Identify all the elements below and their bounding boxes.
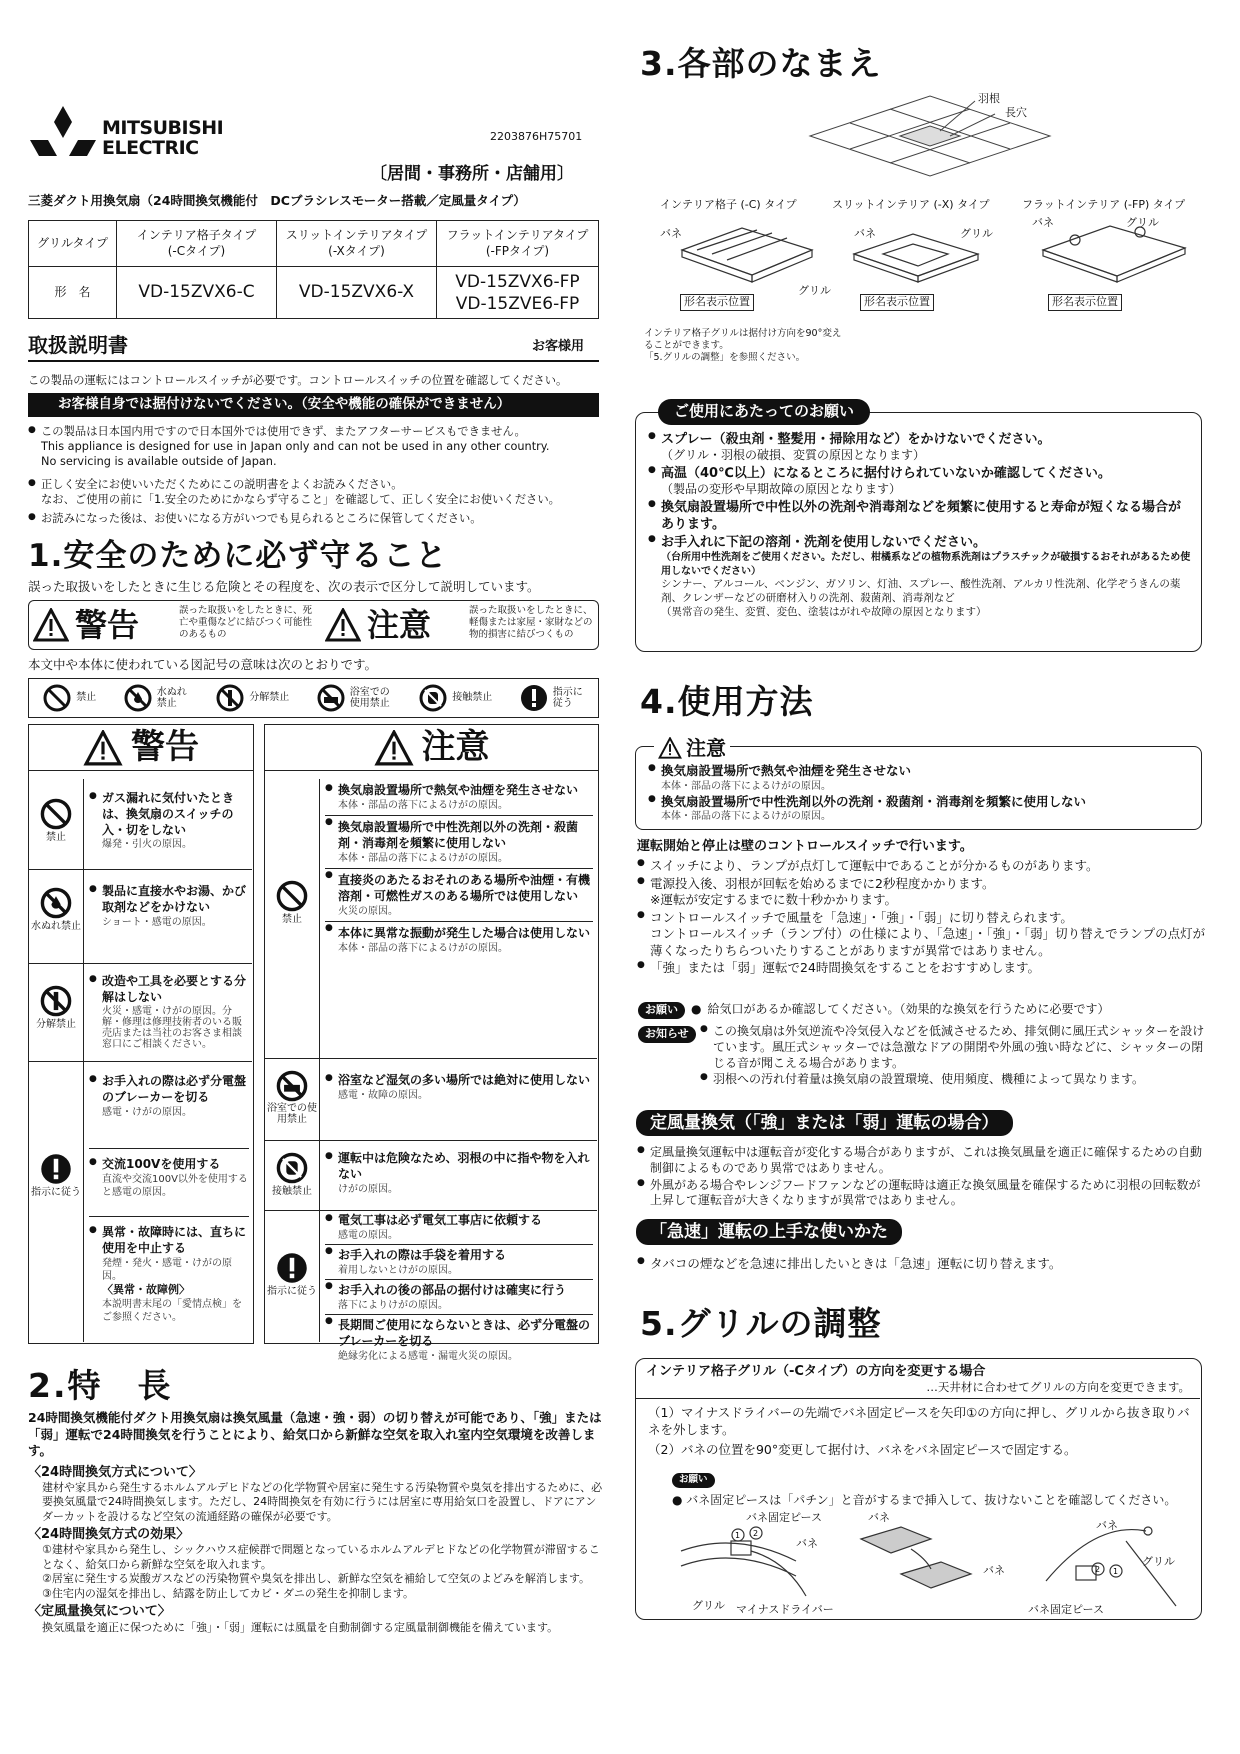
model-c: VD-15ZVX6-C <box>117 267 277 319</box>
sec1-lead: 誤った取扱いをしたときに生じる危険とその程度を、次の表示で区分して説明しています。 <box>28 579 540 594</box>
grille-type-c: インテリア格子 (-C) タイプ <box>660 198 797 211</box>
lbl-spring-3: バネ <box>983 1564 1005 1577</box>
sec5-onegai-tag: お願い <box>672 1473 715 1488</box>
onegai-tag: お願い <box>638 1002 685 1019</box>
lbl-grille-1: グリル <box>692 1599 725 1612</box>
no-water-icon <box>39 886 73 920</box>
symbol-no-water: 水ぬれ禁止 <box>123 683 189 713</box>
oshirase-tag: お知らせ <box>638 1026 696 1043</box>
warning-table <box>28 724 254 1344</box>
symbol-no-touch: 接触禁止 <box>418 683 492 713</box>
intro-item: ● 正しく安全にお使いいただくためにこの説明書をよくお読みください。 なお、ご使用の前に「1.安全のためにかならず守ること」を確認して、正しく安全にお使いください。 <box>28 478 603 508</box>
no-bathroom-icon <box>316 683 346 713</box>
step-2: （2）バネの位置を90°変更して据付け、バネをバネ固定ピースで固定する。 <box>648 1442 1077 1457</box>
usage-caution-box: 注意 ● 換気扇設置場所で熱気や油煙を発生させない 本体・部品の落下によるけがの原因。 ● 換気扇設置場所で中性洗剤以外の洗剤・殺菌剤・消毒剤を頻繁に使用しない 本体・部品の落下によるけがの原因。 <box>635 746 1202 830</box>
lbl-piece-1: バネ固定ピース <box>746 1511 823 1524</box>
op-list: ● スイッチにより、ランプが点灯して運転中であることが分かるものがあります。 ● 電源投入後、羽根が回転を始めるまでに2秒程度かかります。 ※運転が安定するまでに数十秒かかります。 ● コントロールスイッチで風量を「急速」・「強」・「弱」に切り替えられます。 コントロールスイッチ（ランプ付）の仕様により、「急速」・「強」・「弱」切り替えでランプの点灯が薄くなったりちらついたりすることがありますが異常ではありません。 ● 「強」または「弱」運転で24時間換気をすることをおすすめします。 <box>637 858 1207 978</box>
symbols-row <box>28 678 599 718</box>
label-blade: 羽根 <box>978 92 1000 105</box>
sec3-note: インテリア格子グリルは据付け方向を90°変えることができます。 「5.グリルの調整」を参照ください。 <box>644 328 842 363</box>
caution-triangle-icon <box>325 608 361 642</box>
caut-row: 禁止 ● 換気扇設置場所で熱気や油煙を発生させない 本体・部品の落下によるけがの原因。 ● 換気扇設置場所で中性洗剤以外の洗剤・殺菌剤・消毒剤を頻繁に使用しない 本体・部品の落下によるけがの原因。 ● 直接炎のあたるおそれのある場所や油煙・有機溶剤・可燃性ガスのある場所では使用しない 火災の原因。 ● 本体に異常な振動が発生した場合は使用しない 本体・部品の落下によるけがの原因。 <box>265 779 597 1059</box>
grille-type-x: スリットインテリア (-X) タイプ <box>832 198 990 211</box>
signal-legend <box>28 600 599 650</box>
prohibit-icon <box>42 683 72 713</box>
sec5-box-sub: …天井材に合わせてグリルの方向を変更できます。 <box>926 1380 1190 1395</box>
onegai-row: お願い ● 給気口があるか確認してください。（効果的な換気を行うために必要です） <box>638 1002 1208 1019</box>
label-grille-c: グリル <box>798 284 831 297</box>
label-grille-fp: グリル <box>1126 216 1159 229</box>
symbol-no-bathroom: 浴室での使用禁止 <box>316 683 392 713</box>
intro-list <box>28 425 603 527</box>
warn-row: 指示に従う ● お手入れの際は必ず分電盤のブレーカーを切る 感電・けがの原因。 ● 交流100Vを使用する 直流や交流100V以外を使用すると感電の原因。 ● 異常・故障時には、直ちに使用を中止する 発煙・発火・感電・けがの原因。 〈異常・故障例〉 本説明書末尾の「愛情点検」をご参照ください。 <box>29 1062 252 1342</box>
warn-row: 禁止 ● ガス漏れに気付いたときは、換気扇のスイッチの入・切をしない 爆発・引火の原因。 <box>29 779 252 870</box>
request-head: ご使用にあたってのお願い <box>658 399 870 425</box>
spring-rotate-sketch <box>851 1519 1001 1614</box>
warn-word: 警告 <box>75 605 140 644</box>
model-pos-c: 形名表示位置 <box>680 294 754 311</box>
caution-table <box>264 724 599 1362</box>
caut-row: 浴室での使用禁止 ● 浴室など湿気の多い場所では絶対に使用しない 感電・故障の原因。 <box>265 1059 597 1141</box>
caut-row: 接触禁止 ● 運転中は危険なため、羽根の中に指や物を入れない けがの原因。 <box>265 1141 597 1211</box>
no-touch-icon <box>418 683 448 713</box>
brand-logo <box>28 104 228 164</box>
lbl-spring-4: バネ <box>1096 1519 1118 1532</box>
lbl-driver: マイナスドライバー <box>736 1603 834 1616</box>
symbols-lead: 本文中や本体に使われている図記号の意味は次のとおりです。 <box>28 657 378 672</box>
model-fp: VD-15ZVX6-FP VD-15ZVE6-FP <box>437 267 599 319</box>
cv-head: 定風量換気（「強」または「弱」運転の場合） <box>636 1110 1013 1136</box>
cv-list: ● 定風量換気運転中は運転音が変化する場合がありますが、これは換気風量を適正に確保するための自動制御によるものであり異常ではありません。 ● 外風がある場合やレンジフードファンなどの運転時は適正な換気風量を確保するために羽根の回転数が上昇して運転音が大きくなりますが異常ではありません。 <box>637 1145 1207 1210</box>
model-label: 形 名 <box>29 267 117 319</box>
no-disassembly-icon <box>39 984 73 1018</box>
brand-line1: MITSUBISHI <box>102 117 224 139</box>
manual-title: 取扱説明書 <box>28 333 128 357</box>
step-1: （1）マイナスドライバーの先端でバネ固定ピースを矢印①の方向に押し、グリルから抜き取りバネを外します。 <box>648 1405 1190 1437</box>
sec2-body: 24時間換気機能付ダクト用換気扇は換気風量（急速・強・弱）の切り替えが可能であり、「強」または「弱」運転で24時間換気を行うことにより、給気口から新鮮な空気を取入れ室内空気環境を改善します。 〈24時間換気方式について〉 建材や家具から発生するホルムアルデヒドなどの化学物質や居室に発生する汚染物質や臭気を排出するために、必要換気風量で24時間換気します。ただし、24時間換気を有効に行うには居室に専用給気口を設置し、ドアにアンダーカットを設けるなど空気の流通経路の確保が必要です。 〈24時間換気方式の効果〉 ①建材や家具から発生し、シックハウス症候群で問題となっているホルムアルデヒドなどの化学物質が滞留することなく、給気口から新鮮な空気を取入れます。 ②居室に発生する炭酸ガスなどの汚染物質や臭気を排出し、新鮮な空気を補給して空気のよどみを解消します。 ③住宅内の湿気を排出し、結露を防止してカビ・ダニの発生を抑制します。 〈定風量換気について〉 換気風量を適正に保つために「強」・「弱」運転には風量を自動制御する定風量制御機能を備えています。 <box>28 1410 603 1634</box>
model-pos-x: 形名表示位置 <box>860 294 934 311</box>
label-spring-x: バネ <box>854 227 876 240</box>
sec5-onegai-text: ● バネ固定ピースは「パチン」と音がするまで挿入して、抜けないことを確認してください。 <box>672 1493 1177 1507</box>
label-spring-fp: バネ <box>1032 216 1054 229</box>
rapid-list: ● タバコの煙などを急速に排出したいときは「急速」運転に切り替えます。 <box>637 1256 1207 1274</box>
no-disassembly-icon <box>215 683 245 713</box>
col-type-c: インテリア格子タイプ (-Cタイプ) <box>117 221 277 267</box>
caution-triangle-icon <box>374 730 414 766</box>
symbol-no-disassembly: 分解禁止 <box>215 683 289 713</box>
symbol-prohibit: 禁止 <box>42 683 96 713</box>
request-box: ご使用にあたってのお願い ● スプレー（殺虫剤・整髪用・掃除用など）をかけないでください。 （グリル・羽根の破損、変質の原因となります） ● 高温（40℃以上）になるところに据付けられていないか確認してください。 （製品の変形や早期故障の原因となります） ● 換気扇設置場所で中性以外の洗剤や消毒剤などを頻繁に使用すると寿命が短くなる場合があります。 ● お手入れに下記の溶剤・洗剤を使用しないでください。 （台所用中性洗剤をご使用ください。ただし、柑橘系などの植物系洗剤はプラスチックが破損するおそれがあるため使用しないでください） シンナー、アルコール、ベンジン、ガソリン、灯油、スプレー、酸性洗剤、アルカリ性洗剤、化学ぞうきんの薬剤、クレンザーなどの研磨材入りの洗剤、殺菌剤、消毒剤など （異常音の発生、変質、変色、塗装はがれや故障の原因となります） <box>635 412 1202 652</box>
col-type-x: スリットインテリアタイプ (-Xタイプ) <box>277 221 437 267</box>
op-head: 運転開始と停止は壁のコントロールスイッチで行います。 <box>637 839 973 854</box>
model-x: VD-15ZVX6-X <box>277 267 437 319</box>
grille-type-fp: フラットインテリア (-FP) タイプ <box>1022 198 1186 211</box>
sec2-title: 2.特 長 <box>28 1366 173 1405</box>
grille-fp-sketch <box>1035 218 1195 298</box>
label-spring-c: バネ <box>660 227 682 240</box>
warning-table-head: 警告 <box>131 727 199 768</box>
caution-table-head: 注意 <box>421 727 490 768</box>
prohibit-icon <box>275 879 309 913</box>
model-pos-fp: 形名表示位置 <box>1048 294 1122 311</box>
usage-caution-word: 注意 <box>686 736 726 760</box>
follow-instructions-icon <box>39 1152 73 1186</box>
mitsubishi-logo-icon <box>28 104 98 164</box>
warn-row: 分解禁止 ● 改造や工具を必要とする分解はしない 火災・感電・けがの原因。分解・修理は修理技術者のいる販売店または当社のお客さま相談窓口にご相談ください。 <box>29 964 252 1062</box>
no-touch-icon <box>275 1151 309 1185</box>
prohibit-icon <box>39 797 73 831</box>
use-tag: 〔居間・事務所・店舗用〕 <box>370 164 574 184</box>
follow-instructions-icon <box>275 1251 309 1285</box>
rapid-head: 「急速」運転の上手な使いかた <box>636 1219 902 1245</box>
warn-row: 水ぬれ禁止 ● 製品に直接水やお湯、かび取剤などをかけない ショート・感電の原因。 <box>29 870 252 964</box>
grille-type-label: グリルタイプ <box>29 221 117 267</box>
intro-item: ● お読みになった後は、お使いになる方がいつでも見られるところに保管してください。 <box>28 512 603 527</box>
sec5-box-head: インテリア格子グリル（-Cタイプ）の方向を変更する場合 <box>646 1364 986 1379</box>
lbl-piece-2: バネ固定ピース <box>1028 1603 1105 1616</box>
lbl-spring-1: バネ <box>796 1537 818 1550</box>
no-bathroom-icon <box>275 1069 309 1103</box>
sec3-title: 3.各部のなまえ <box>640 44 882 83</box>
warning-triangle-icon <box>83 730 123 766</box>
svg-text:2: 2 <box>1095 1565 1101 1574</box>
doc-code: 2203876H75701 <box>490 130 583 143</box>
svg-text:1: 1 <box>735 1531 741 1540</box>
svg-text:1: 1 <box>1113 1567 1119 1576</box>
follow-instructions-icon <box>519 683 549 713</box>
caut-row: 指示に従う ● 電気工事は必ず電気工事店に依頼する 感電の原因。 ● お手入れの際は手袋を着用する 着用しないとけがの原因。 ● お手入れの後の部品の据付けは確実に行う 落下によりけがの原因。 ● 長期間ご使用にならないときは、必ず分電盤のブレーカーを切る 絶縁劣化による感電・漏電火災の原因。 <box>265 1211 597 1342</box>
label-slot: 長穴 <box>1005 106 1027 119</box>
brand-line2: ELECTRIC <box>102 137 199 159</box>
intro-item: ● この製品は日本国内用ですので日本国外では使用できず、またアフターサービスもできません。 This appliance is designed for use in Japan only and can not be used in any other country. No servicing is available outside of Japan. <box>28 425 603 470</box>
sec1-title: 1.安全のために必ず守ること <box>28 538 448 574</box>
label-grille-x: グリル <box>960 227 993 240</box>
warn-desc: 誤った取扱いをしたときに、死亡や重傷などに結びつく可能性のあるもの <box>179 605 313 640</box>
lbl-grille-2: グリル <box>1142 1555 1175 1568</box>
caut-desc: 誤った取扱いをしたときに、軽傷または家屋・家財などの物的損害に結びつくもの <box>469 605 593 640</box>
sec5-box <box>635 1358 1202 1620</box>
sec4-title: 4.使用方法 <box>640 682 814 721</box>
switch-note: この製品の運転にはコントロールスイッチが必要です。コントロールスイッチの位置を確認してください。 <box>28 374 568 387</box>
caution-triangle-icon <box>658 737 682 759</box>
svg-text:2: 2 <box>753 1529 759 1538</box>
model-table <box>28 220 599 319</box>
ceiling-diagram <box>800 86 1060 186</box>
col-type-fp: フラットインテリアタイプ (-FPタイプ) <box>437 221 599 267</box>
customer-label: お客様用 <box>532 339 585 354</box>
product-line: 三菱ダクト用換気扇（24時間換気機能付 DCブラシレスモーター搭載／定風量タイプ） <box>28 193 526 208</box>
no-water-icon <box>123 683 153 713</box>
oshirase-row: お知らせ ● この換気扇は外気逆流や冷気侵入などを低減させるため、排気側に風圧式シャッターを設けています。風圧式シャッターでは急激なドアの開閉や外風の強い時などに、シャッターの閉じる音が聞こえる場合があります。 ● 羽根への汚れ付着量は換気扇の設置環境、使用頻度、機種によって異なります。 <box>638 1024 1208 1089</box>
sec5-title: 5.グリルの調整 <box>640 1304 882 1343</box>
warning-triangle-icon <box>33 608 69 642</box>
symbol-follow: 指示に従う <box>519 683 585 713</box>
caut-word: 注意 <box>367 605 432 644</box>
lbl-spring-2: バネ <box>868 1511 890 1524</box>
no-self-install-bar: お客様自身では据付けないでください。（安全や機能の確保ができません） <box>28 393 599 417</box>
